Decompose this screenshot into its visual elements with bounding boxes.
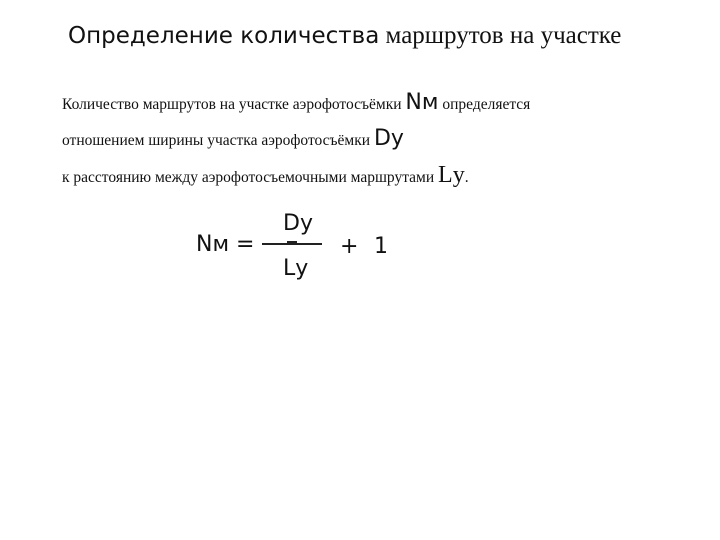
line1-tail: определяется [438,96,531,113]
formula-lhs: Nм = [196,232,255,257]
symbol-nm: Nм [405,90,439,115]
formula-numerator: Dу [283,211,313,236]
paragraph-line-2 [62,126,404,151]
symbol-ly: Lу [438,162,465,188]
title-part-2: маршрутов на участке [379,22,622,49]
page-title [68,22,621,50]
line3-tail: . [464,169,469,186]
formula-one: 1 [374,234,388,259]
fraction-bar-tick [287,241,297,243]
paragraph-line-3 [62,162,469,189]
line1-text: Количество маршрутов на участке аэрофотосъёмки [62,96,406,113]
paragraph-line-1 [62,90,530,115]
line3-text: к расстоянию между аэрофотосъемочными маршрутами [62,169,439,186]
formula-plus: + [340,234,359,259]
fraction-bar [262,243,322,245]
symbol-dy: Dу [373,126,404,151]
title-part-1: Определение количества [68,23,380,49]
formula-denominator: Lу [283,256,309,281]
line2-text: отношением ширины участка аэрофотосъёмки [62,132,374,149]
